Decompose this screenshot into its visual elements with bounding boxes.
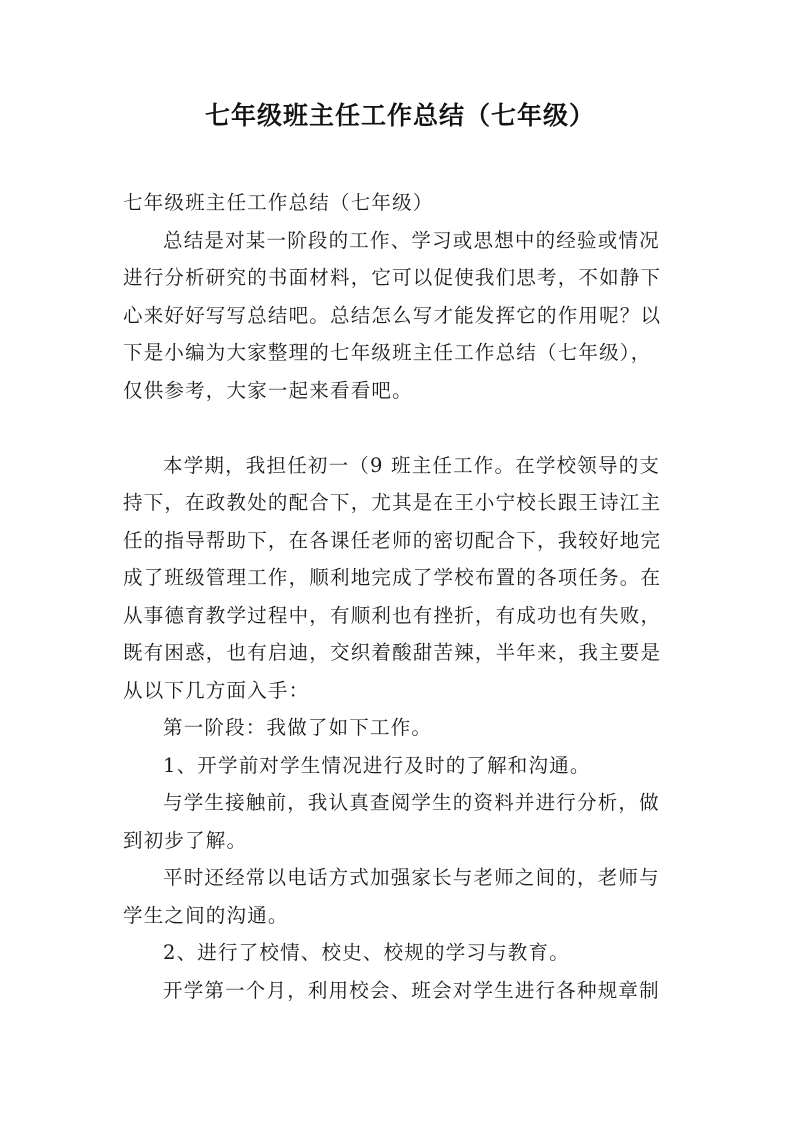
paragraph-line: 持下，在政教处的配合下，尤其是在王小宁校长跟王诗江主 [123,491,662,514]
paragraph-line: 成了班级管理工作，顺利地完成了学校布置的各项任务。在 [123,566,662,589]
item-heading-1: 1、开学前对学生情况进行及时的了解和沟通。 [163,753,591,777]
intro-line: 下是小编为大家整理的七年级班主任工作总结（七年级）， [123,341,652,364]
paragraph-line: 本学期，我担任初一（9 班主任工作。在学校领导的支 [163,453,661,477]
intro-line: 总结是对某一阶段的工作、学习或思想中的经验或情况 [163,228,660,252]
paragraph-line: 平时还经常以电话方式加强家长与老师之间的，老师与 [163,866,660,889]
paragraph-line: 既有困惑，也有启迪，交织着酸甜苦辣，半年来，我主要是 [123,641,662,664]
document-title: 七年级班主任工作总结（七年级） [204,101,595,130]
document-body [123,184,683,1009]
paragraph-line: 与学生接触前，我认真查阅学生的资料并进行分析，做 [163,791,660,814]
intro-line: 仅供参考，大家一起来看看吧。 [123,378,413,402]
subtitle-line: 七年级班主任工作总结（七年级） [123,191,434,214]
paragraph-line: 任的指导帮助下，在各课任老师的密切配合下，我较好地完 [123,528,662,552]
intro-line: 心来好好写写总结吧。总结怎么写才能发挥它的作用呢？以 [123,303,662,327]
paragraph-gap [123,409,683,447]
paragraph-line: 学生之间的沟通。 [123,903,289,927]
paragraph-line: 到初步了解。 [123,828,248,852]
stage-heading: 第一阶段：我做了如下工作。 [163,716,433,739]
paragraph-line: 从以下几方面入手： [123,678,310,702]
item-heading-2: 2、进行了校情、校史、校规的学习与教育。 [163,941,570,964]
paragraph-line: 从事德育教学过程中，有顺利也有挫折，有成功也有失败， [123,603,662,627]
intro-line: 进行分析研究的书面材料，它可以促使我们思考，不如静下 [123,266,662,289]
paragraph-line: 开学第一个月，利用校会、班会对学生进行各种规章制 [163,978,660,1002]
